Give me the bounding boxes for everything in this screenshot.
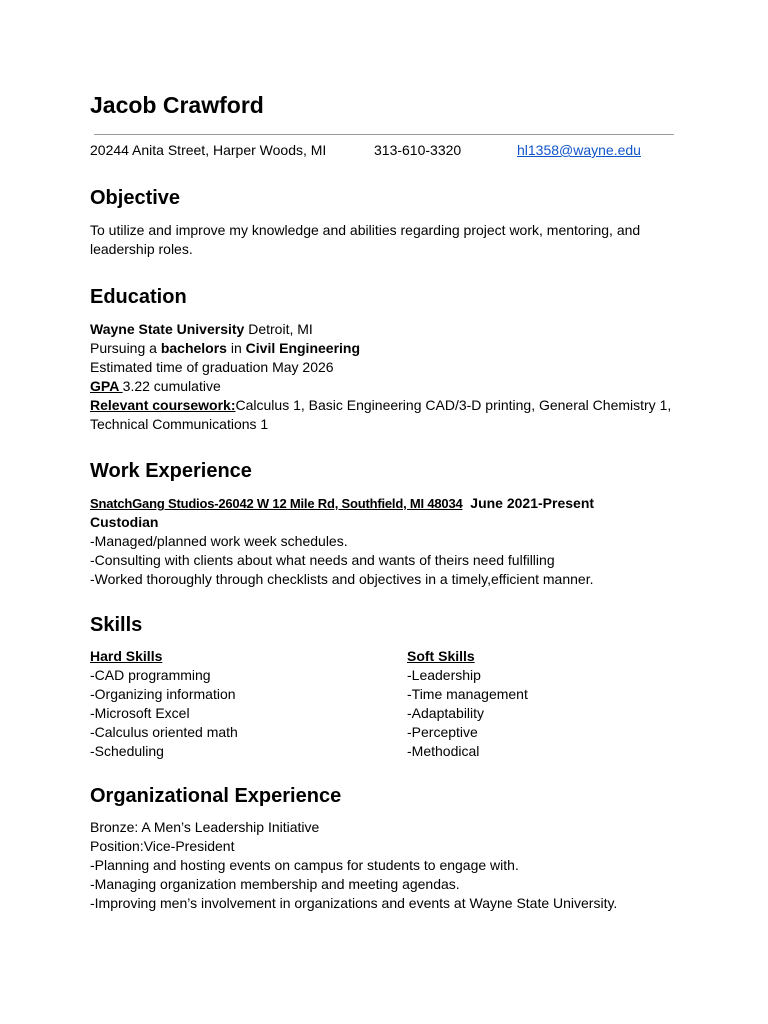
soft-skills-label — [407, 647, 528, 666]
education-section — [90, 320, 680, 434]
work-section — [90, 494, 680, 589]
hard-skill-item: -Microsoft Excel — [90, 705, 190, 721]
education-heading: Education — [90, 286, 187, 308]
gpa-label: GPA — [90, 378, 123, 394]
coursework-list: Calculus 1, Basic Engineering CAD/3-D printing, General Chemistry 1, Technical Communications 1 — [90, 397, 672, 432]
soft-skill-item: -Leadership — [407, 667, 481, 683]
gpa-line — [90, 377, 680, 396]
education-degree-line — [90, 339, 680, 358]
degree-in: in — [226, 340, 246, 356]
organization-name: Bronze: A Men’s Leadership Initiative — [90, 819, 320, 835]
soft-skill-item: -Time management — [407, 686, 528, 702]
job-title — [90, 513, 680, 532]
employer-line — [90, 494, 680, 513]
candidate-name: Jacob Crawford — [90, 92, 264, 118]
skills-heading: Skills — [90, 614, 143, 636]
coursework-label: Relevant coursework: — [90, 397, 236, 413]
work-bullet: -Managed/planned work week schedules. — [90, 533, 348, 549]
contact-address: 20244 Anita Street, Harper Woods, MI — [90, 142, 327, 158]
school-location: Detroit, MI — [244, 321, 313, 337]
hard-skills-column — [90, 647, 238, 761]
contact-email-link[interactable]: hl1358@wayne.edu — [517, 142, 641, 158]
soft-skills-label-text: Soft Skills — [407, 648, 475, 664]
hard-skill-item: -Calculus oriented math — [90, 724, 238, 740]
coursework-line — [90, 396, 680, 434]
work-bullet: -Worked thoroughly through checklists and objectives in a timely,efficient manner. — [90, 571, 594, 587]
degree-prefix: Pursuing a — [90, 340, 161, 356]
work-bullet: -Consulting with clients about what needs and wants of theirs need fulfilling — [90, 552, 555, 568]
header-divider — [94, 134, 674, 135]
hard-skill-item: -CAD programming — [90, 667, 211, 683]
objective-section — [90, 221, 680, 259]
job-title-text: Custodian — [90, 514, 159, 530]
hard-skills-label-text: Hard Skills — [90, 648, 163, 664]
organization-bullet: -Planning and hosting events on campus for students to engage with. — [90, 857, 519, 873]
organization-bullet: -Managing organization membership and meeting agendas. — [90, 876, 460, 892]
school-name: Wayne State University — [90, 321, 245, 337]
organization-position: Position:Vice-President — [90, 838, 235, 854]
hard-skill-item: -Scheduling — [90, 743, 164, 759]
hard-skills-label — [90, 647, 238, 666]
degree-type: bachelors — [160, 340, 227, 356]
objective-text: To utilize and improve my knowledge and abilities regarding project work, mentoring, and leadership roles. — [90, 222, 641, 257]
soft-skill-item: -Methodical — [407, 743, 480, 759]
graduation-date: Estimated time of graduation May 2026 — [90, 359, 334, 375]
hard-skill-item: -Organizing information — [90, 686, 236, 702]
objective-heading: Objective — [90, 187, 181, 209]
employer-name: SnatchGang Studios-26042 W 12 Mile Rd, Southfield, MI 48034 — [90, 496, 463, 511]
employment-dates: June 2021-Present — [470, 495, 595, 511]
work-heading: Work Experience — [90, 460, 252, 482]
soft-skill-item: -Perceptive — [407, 724, 478, 740]
soft-skill-item: -Adaptability — [407, 705, 485, 721]
organizational-heading: Organizational Experience — [90, 785, 342, 807]
degree-major: Civil Engineering — [245, 340, 361, 356]
gpa-value: 3.22 cumulative — [122, 378, 221, 394]
contact-phone: 313-610-3320 — [374, 142, 462, 158]
organization-bullet: -Improving men’s involvement in organizations and events at Wayne State University. — [90, 895, 618, 911]
soft-skills-column — [407, 647, 528, 761]
education-school-line — [90, 320, 680, 339]
organizational-section — [90, 818, 680, 913]
